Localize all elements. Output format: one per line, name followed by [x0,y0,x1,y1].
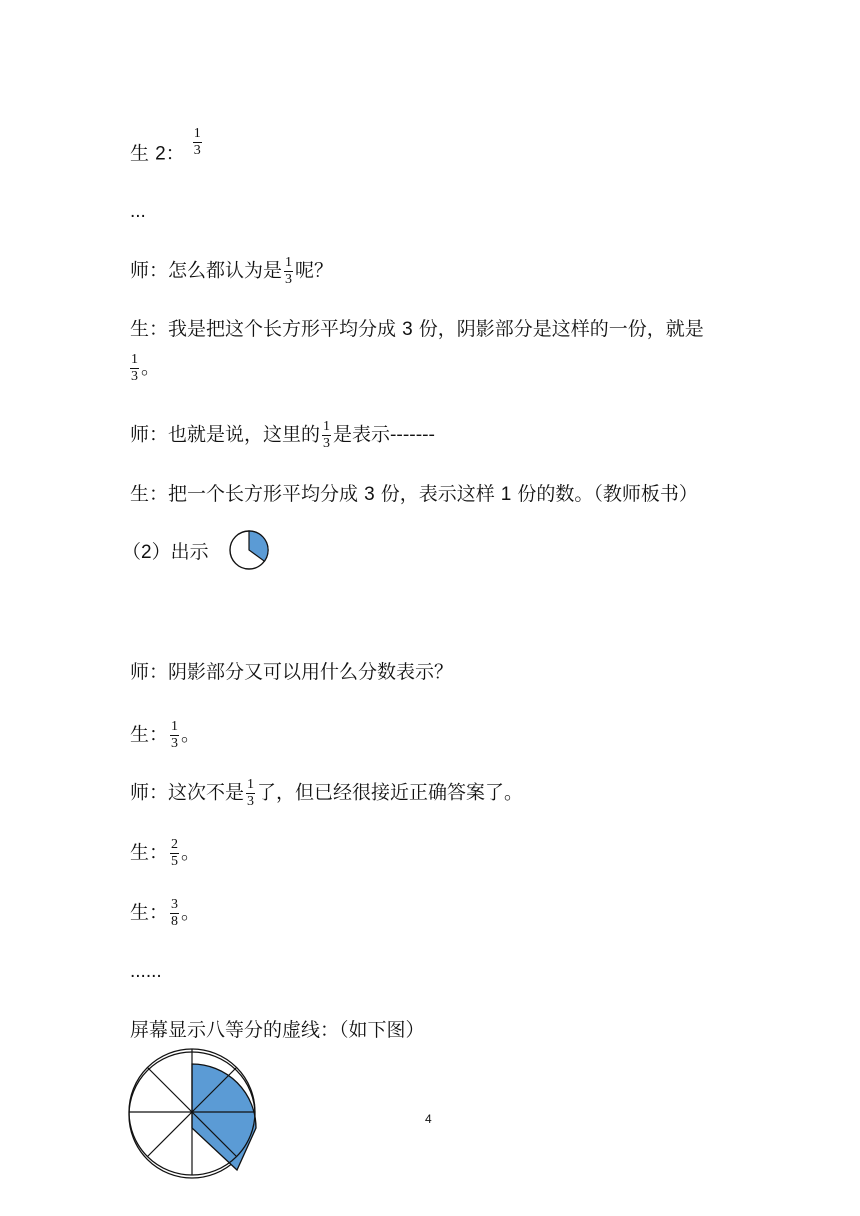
small-pie-diagram [228,531,272,571]
number: 3 [364,484,375,505]
text: 。 [181,901,201,924]
fraction-one-third [246,778,255,809]
text: 份的数。（教师板书） [517,483,698,505]
line-student-answer-1 [130,720,200,751]
numerator: 1 [193,126,201,141]
page-number: 4 [425,1112,432,1126]
fraction-one-third [284,256,293,287]
text: 生：我是把这个长方形平均分成 [130,318,397,340]
fraction-one-third [322,420,331,451]
number: 1 [500,484,512,505]
numerator: 1 [285,255,293,270]
denominator: 8 [171,914,179,929]
line-teacher-hint [130,778,523,809]
text: 。 [141,356,161,379]
denominator: 3 [323,436,331,451]
ellipsis-line: ... [130,201,146,222]
line-student-explain-cont [130,353,160,384]
line-student-answer-3 [130,898,200,929]
text: 师：这次不是 [130,781,245,804]
denominator: 3 [193,143,201,158]
text: 。 [181,723,201,746]
text: ）出示 [151,541,209,563]
numerator: 1 [171,719,179,734]
denominator: 3 [171,736,179,751]
numerator: 1 [247,777,255,792]
number: 3 [402,319,413,340]
line-screen-display: 屏幕显示八等分的虚线：（如下图） [130,1019,425,1041]
denominator: 3 [131,369,138,384]
fraction-one-third [170,720,179,751]
text: 份，阴影部分是这样的一份，就是 [418,318,704,340]
colon: ： [165,142,185,165]
number: 2 [141,542,152,563]
denominator: 5 [171,854,179,869]
line-teacher-ask: 师：阴影部分又可以用什么分数表示？ [130,661,454,683]
line-teacher-meaning [130,420,435,451]
line-teacher-question [130,256,333,287]
fraction-two-fifths [170,838,179,869]
line-student2 [130,126,204,170]
fraction-three-eighths [170,898,179,929]
line-student-answer-2 [130,838,200,869]
eighths-circle-diagram [124,1046,264,1176]
text: 呢？ [295,259,334,282]
numerator: 1 [323,419,331,434]
speaker-label: 生 [130,142,150,165]
text: （ [122,541,142,563]
text: 师：也就是说，这里的 [130,423,321,446]
denominator: 3 [285,272,293,287]
fraction-one-third [130,353,139,384]
line-student-explain [130,317,704,342]
line-student-definition [130,482,698,507]
text: 师：怎么都认为是 [130,259,283,282]
text: 生： [130,841,169,864]
numerator: 1 [131,352,138,367]
denominator: 3 [247,794,255,809]
text: 生： [130,901,169,924]
fraction-one-third [193,127,202,158]
numerator: 3 [171,897,179,912]
ellipsis-line: ...... [130,961,162,982]
text: 生：把一个长方形平均分成 [130,483,359,505]
text: 份，表示这样 [380,483,495,505]
text: 了，但已经很接近正确答案了。 [257,781,524,804]
text: 。 [181,841,201,864]
text: 是表示------- [333,423,435,446]
numerator: 2 [171,837,179,852]
line-show-circle [122,540,209,565]
text: 生： [130,723,169,746]
speaker-number: 2 [155,143,166,165]
